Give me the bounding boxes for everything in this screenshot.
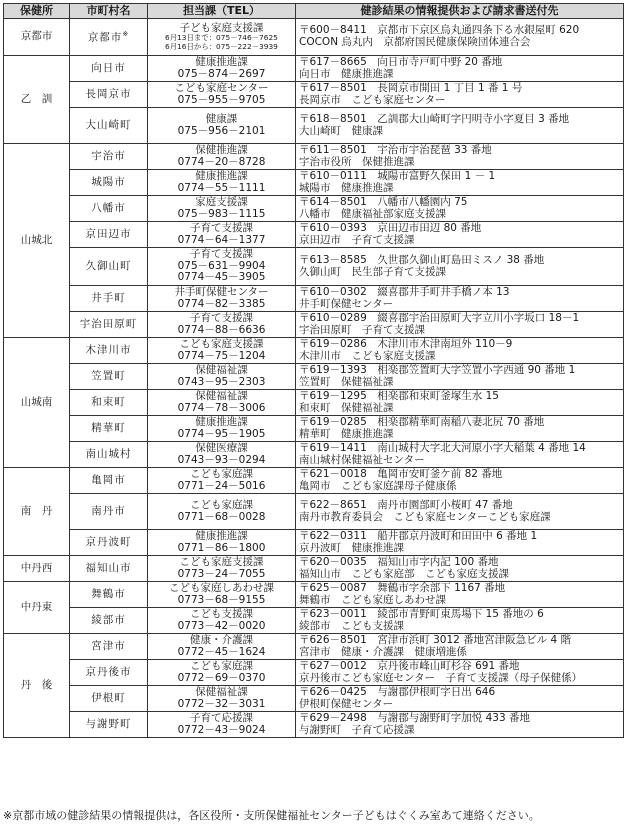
table-row xyxy=(4,660,624,686)
recipient: 綾部市 こども支援課 xyxy=(299,619,404,632)
address-cell xyxy=(296,442,624,468)
department-name: 健康・介護課 xyxy=(190,633,253,646)
address-cell xyxy=(296,556,624,582)
health-center-name: 山城南 xyxy=(4,338,70,468)
municipality-cell xyxy=(70,608,148,634)
phone-number: 0772－43－9024 xyxy=(177,723,266,736)
municipality-cell xyxy=(70,364,148,390)
postal-address: 〒621－0018 亀岡市安町釜ケ前 82 番地 xyxy=(299,467,503,480)
municipality-cell xyxy=(70,144,148,170)
phone-number: 075－955－9705 xyxy=(177,93,266,106)
department-name: 保健推進課 xyxy=(195,143,248,156)
municipality-cell xyxy=(70,108,148,144)
municipality-cell xyxy=(70,56,148,82)
municipality-cell xyxy=(70,442,148,468)
postal-address: 〒626－8501 宮津市浜町 3012 番地宮津阪急ビル 4 階 xyxy=(299,633,572,646)
department-cell xyxy=(148,196,296,222)
address-cell xyxy=(296,686,624,712)
department-name: 健康課 xyxy=(205,112,238,125)
municipality-name: 京都市 xyxy=(87,31,123,44)
phone-number: 075－874－2697 xyxy=(177,67,266,80)
address-cell xyxy=(296,248,624,286)
postal-address: 〒626－0425 与謝郡伊根町字日出 646 xyxy=(299,685,496,698)
recipient: 宇治市役所 保健推進課 xyxy=(299,155,415,168)
municipality-name: 木津川市 xyxy=(85,343,132,356)
department-name: 子育て応援課 xyxy=(190,711,253,724)
municipality-name: 宮津市 xyxy=(91,639,126,652)
address-cell xyxy=(296,634,624,660)
department-cell xyxy=(148,144,296,170)
municipality-name: 城陽市 xyxy=(91,175,126,188)
municipality-cell xyxy=(70,390,148,416)
department-name: 健康推進課 xyxy=(195,415,248,428)
address-cell xyxy=(296,312,624,338)
municipality-cell xyxy=(70,196,148,222)
postal-address: 〒618－8501 乙訓郡大山崎町字円明寺小字夏目 3 番地 xyxy=(299,112,570,125)
health-center-name: 山城北 xyxy=(4,144,70,338)
department-cell xyxy=(148,312,296,338)
health-center-name: 京都市 xyxy=(4,19,70,56)
municipality-name: 綾部市 xyxy=(91,613,126,626)
municipality-cell xyxy=(70,660,148,686)
department-cell xyxy=(148,82,296,108)
postal-address: 〒619－1411 南山城村大字北大河原小字大稲葉 4 番地 14 xyxy=(299,441,586,454)
table-row xyxy=(4,338,624,364)
department-name: 保健医療課 xyxy=(195,441,248,454)
table-row xyxy=(4,56,624,82)
department-cell xyxy=(148,442,296,468)
table-row xyxy=(4,390,624,416)
department-cell xyxy=(148,556,296,582)
health-center-name: 丹 後 xyxy=(4,634,70,738)
phone-number: 0773－68－9155 xyxy=(177,593,266,606)
department-name: 健康推進課 xyxy=(195,529,248,542)
municipality-name: 八幡市 xyxy=(91,201,126,214)
recipient: 久御山町 民生部子育て支援課 xyxy=(299,265,446,278)
department-cell xyxy=(148,364,296,390)
address-cell xyxy=(296,712,624,738)
postal-address: 〒600－8411 京都市下京区烏丸通四条下る水銀屋町 620 xyxy=(299,24,580,37)
table-row xyxy=(4,312,624,338)
postal-address: 〒623－0011 綾部市青野町東馬場下 15 番地の 6 xyxy=(299,607,544,620)
municipality-name: 宇治田原町 xyxy=(79,317,138,330)
department-cell xyxy=(148,248,296,286)
municipality-name: 南丹市 xyxy=(91,504,126,517)
department-cell xyxy=(148,222,296,248)
municipality-name: 精華町 xyxy=(91,421,126,434)
phone-number: 0774－75－1204 xyxy=(177,349,266,362)
header-department: 担当課（TEL） xyxy=(148,4,296,19)
department-cell xyxy=(148,416,296,442)
phone-schedule: 6月16日から：075－222－3939 xyxy=(165,41,278,51)
phone-number: 0771－68－0028 xyxy=(177,510,266,523)
department-name: こども家庭課 xyxy=(190,659,253,672)
department-name: こども家庭支援課 xyxy=(179,337,264,350)
postal-address: 〒619－0286 木津川市木津南垣外 110－9 xyxy=(299,337,513,350)
municipality-name: 舞鶴市 xyxy=(91,587,126,600)
address-cell xyxy=(296,19,624,56)
postal-address: 〒627－0012 京丹後市峰山町杉谷 691 番地 xyxy=(299,659,520,672)
table-row xyxy=(4,530,624,556)
phone-schedule: 6月13日まで：075－746－7625 xyxy=(165,33,278,43)
header-row xyxy=(4,4,624,19)
table-row xyxy=(4,286,624,312)
header-address: 健診結果の情報提供および請求書送付先 xyxy=(296,4,624,19)
municipality-cell xyxy=(70,494,148,530)
postal-address: 〒610－0302 綴喜郡井手町井手橋ノ本 13 xyxy=(299,285,510,298)
recipient: 舞鶴市 こども家庭しあわせ課 xyxy=(299,593,446,606)
department-cell xyxy=(148,530,296,556)
department-cell xyxy=(148,608,296,634)
postal-address: 〒611－8501 宇治市宇治琵琶 33 番地 xyxy=(299,143,492,156)
recipient: 与謝野町 子育て応援課 xyxy=(299,723,415,736)
table-row xyxy=(4,416,624,442)
municipality-cell xyxy=(70,338,148,364)
table-body xyxy=(4,19,624,738)
postal-address: 〒629－2498 与謝郡与謝野町字加悦 433 番地 xyxy=(299,711,530,724)
department-cell xyxy=(148,390,296,416)
postal-address: 〒622－8651 南丹市園部町小桜町 47 番地 xyxy=(299,498,513,511)
phone-number: 0774－20－8728 xyxy=(177,155,266,168)
municipality-name: 京田辺市 xyxy=(85,227,132,240)
footnote: ※京都市域の健診結果の情報提供は，各区役所・支所保健福祉センター子どもはぐくみ室あて連絡ください。 xyxy=(3,809,540,822)
municipality-name: 南山城村 xyxy=(85,447,132,460)
department-cell xyxy=(148,634,296,660)
table-row xyxy=(4,442,624,468)
municipality-name: 亀岡市 xyxy=(91,473,126,486)
municipality-cell xyxy=(70,556,148,582)
recipient: 八幡市 健康福祉部家庭支援課 xyxy=(299,207,446,220)
postal-address: 〒617－8501 長岡京市開田 1 丁目 1 番 1 号 xyxy=(299,81,523,94)
recipient: 南山城村保健福祉センター xyxy=(299,453,425,466)
recipient: 大山崎町 健康課 xyxy=(299,124,383,137)
address-cell xyxy=(296,416,624,442)
municipality-cell xyxy=(70,582,148,608)
municipality-name: 宇治市 xyxy=(91,149,126,162)
municipality-cell xyxy=(70,248,148,286)
municipality-cell xyxy=(70,170,148,196)
phone-number: 0771－86－1800 xyxy=(177,541,266,554)
address-cell xyxy=(296,196,624,222)
municipality-name: 京丹後市 xyxy=(85,665,132,678)
department-cell xyxy=(148,338,296,364)
recipient: 伊根町保健センター xyxy=(299,697,394,710)
footnote-mark: ※ xyxy=(122,30,130,39)
municipality-cell xyxy=(70,530,148,556)
address-cell xyxy=(296,530,624,556)
postal-address: 〒614－8501 八幡市八幡園内 75 xyxy=(299,195,468,208)
department-name: 子育て支援課 xyxy=(190,221,253,234)
department-name: 子ども家庭支援課 xyxy=(179,21,264,34)
postal-address: 〒610－0289 綴喜郡宇治田原町大字立川小字坂口 18－1 xyxy=(299,311,580,324)
table-row xyxy=(4,582,624,608)
phone-number: 075－956－2101 xyxy=(177,124,266,137)
recipient: 精華町 健康推進課 xyxy=(299,427,394,440)
phone-number: 0773－42－0020 xyxy=(177,619,266,632)
phone-number: 075－983－1115 xyxy=(177,207,266,220)
department-cell xyxy=(148,286,296,312)
recipient: 福知山市 こども家庭部 こども家庭支援課 xyxy=(299,567,509,580)
recipient: 和束町 保健福祉課 xyxy=(299,401,394,414)
address-cell xyxy=(296,494,624,530)
address-cell xyxy=(296,82,624,108)
table-row xyxy=(4,712,624,738)
recipient: 向日市 健康推進課 xyxy=(299,67,394,80)
municipality-name: 伊根町 xyxy=(91,691,126,704)
recipient: 城陽市 健康推進課 xyxy=(299,181,394,194)
recipient: 井手町保健センター xyxy=(299,297,394,310)
department-name: 保健福祉課 xyxy=(195,685,248,698)
recipient: 長岡京市 こども家庭センター xyxy=(299,93,446,106)
department-name: 保健福祉課 xyxy=(195,363,248,376)
department-cell xyxy=(148,686,296,712)
department-cell xyxy=(148,712,296,738)
address-cell xyxy=(296,108,624,144)
department-name: 家庭支援課 xyxy=(195,195,248,208)
municipality-name: 福知山市 xyxy=(85,561,132,574)
department-name: こども家庭センター xyxy=(174,81,269,94)
address-cell xyxy=(296,144,624,170)
municipality-name: 久御山町 xyxy=(85,259,132,272)
phone-number: 0774－78－3006 xyxy=(177,401,266,414)
table-row xyxy=(4,108,624,144)
table-row xyxy=(4,144,624,170)
table-row xyxy=(4,468,624,494)
table-row xyxy=(4,494,624,530)
address-cell xyxy=(296,608,624,634)
phone-number: 0774－64－1377 xyxy=(177,233,266,246)
postal-address: 〒617－8665 向日市寺戸町中野 20 番地 xyxy=(299,55,503,68)
department-name: 子育て支援課 xyxy=(190,311,253,324)
address-cell xyxy=(296,56,624,82)
postal-address: 〒619－1393 相楽郡笠置町大字笠置小字西通 90 番地 1 xyxy=(299,363,576,376)
municipality-cell xyxy=(70,312,148,338)
municipality-name: 京丹波町 xyxy=(85,535,132,548)
health-center-name: 中丹西 xyxy=(4,556,70,582)
recipient: 京丹波町 健康推進課 xyxy=(299,541,404,554)
recipient: COCON 烏丸内 京都府国民健康保険団体連合会 xyxy=(299,36,531,48)
health-center-name: 南 丹 xyxy=(4,468,70,556)
address-cell xyxy=(296,364,624,390)
recipient: 南丹市教育委員会 こども家庭センターこども家庭課 xyxy=(299,510,551,523)
phone-number: 075－631－9904 xyxy=(177,259,266,272)
department-name: こども支援課 xyxy=(190,607,253,620)
phone-number: 0774－45－3905 xyxy=(177,271,266,284)
header-municipality: 市町村名 xyxy=(70,4,148,19)
recipient: 亀岡市 こども家庭課母子健康係 xyxy=(299,479,457,492)
department-name: こども家庭支援課 xyxy=(179,555,264,568)
postal-address: 〒619－1295 相楽郡和束町釜塚生水 15 xyxy=(299,389,499,402)
recipient: 京丹後市こども家庭センター 子育て支援課（母子保健係） xyxy=(299,671,583,684)
table-row xyxy=(4,222,624,248)
address-cell xyxy=(296,170,624,196)
recipient: 宇治田原町 子育て支援課 xyxy=(299,323,425,336)
municipality-cell xyxy=(70,416,148,442)
department-cell xyxy=(148,108,296,144)
municipality-cell xyxy=(70,712,148,738)
table-row xyxy=(4,634,624,660)
municipality-name: 井手町 xyxy=(91,291,126,304)
department-name: 保健福祉課 xyxy=(195,389,248,402)
phone-number: 0743－93－0294 xyxy=(177,453,266,466)
municipality-name: 長岡京市 xyxy=(85,87,132,100)
table-row xyxy=(4,19,624,56)
address-cell xyxy=(296,338,624,364)
table-row xyxy=(4,248,624,286)
department-cell xyxy=(148,660,296,686)
municipality-name: 与謝野町 xyxy=(85,717,132,730)
address-cell xyxy=(296,582,624,608)
recipient: 京田辺市 子育て支援課 xyxy=(299,233,415,246)
department-cell xyxy=(148,582,296,608)
recipient: 木津川市 こども家庭支援課 xyxy=(299,349,436,362)
recipient: 笠置町 保健福祉課 xyxy=(299,375,394,388)
department-cell xyxy=(148,19,296,56)
address-cell xyxy=(296,390,624,416)
department-name: 子育て支援課 xyxy=(190,248,253,261)
department-cell xyxy=(148,170,296,196)
department-name: こども家庭課 xyxy=(190,498,253,511)
department-name: こども家庭しあわせ課 xyxy=(169,581,274,594)
postal-address: 〒622－0311 船井郡京丹波町和田田中 6 番地 1 xyxy=(299,529,538,542)
address-cell xyxy=(296,660,624,686)
municipality-cell xyxy=(70,19,148,56)
address-cell xyxy=(296,468,624,494)
postal-address: 〒613－8585 久世郡久御山町島田ミスノ 38 番地 xyxy=(299,253,545,266)
phone-number: 0771－24－5016 xyxy=(177,479,266,492)
contact-table xyxy=(3,3,624,738)
department-name: こども家庭課 xyxy=(190,467,253,480)
department-name: 健康推進課 xyxy=(195,55,248,68)
postal-address: 〒610－0393 京田辺市田辺 80 番地 xyxy=(299,221,482,234)
table-row xyxy=(4,686,624,712)
table-row xyxy=(4,196,624,222)
phone-number: 0772－45－1624 xyxy=(177,645,266,658)
table-row xyxy=(4,170,624,196)
header-health-center: 保健所 xyxy=(4,4,70,19)
table-row xyxy=(4,556,624,582)
phone-number: 0773－24－7055 xyxy=(177,567,266,580)
postal-address: 〒610－0111 城陽市富野久保田 1 － 1 xyxy=(299,169,496,182)
postal-address: 〒619－0285 相楽郡精華町南稲八妻北尻 70 番地 xyxy=(299,415,545,428)
department-name: 井手町保健センター xyxy=(174,285,269,298)
municipality-cell xyxy=(70,286,148,312)
department-cell xyxy=(148,494,296,530)
address-cell xyxy=(296,286,624,312)
address-cell xyxy=(296,222,624,248)
phone-number: 0774－95－1905 xyxy=(177,427,266,440)
municipality-cell xyxy=(70,82,148,108)
postal-address: 〒620－0035 福知山市字内記 100 番地 xyxy=(299,555,499,568)
table-row xyxy=(4,82,624,108)
phone-number: 0743－95－2303 xyxy=(177,375,266,388)
health-center-name: 中丹東 xyxy=(4,582,70,634)
municipality-name: 笠置町 xyxy=(91,369,126,382)
postal-address: 〒625－0087 舞鶴市字余部下 1167 番地 xyxy=(299,581,506,594)
phone-number: 0772－32－3031 xyxy=(177,697,266,710)
municipality-cell xyxy=(70,634,148,660)
municipality-cell xyxy=(70,686,148,712)
municipality-name: 向日市 xyxy=(91,61,126,74)
health-center-name: 乙 訓 xyxy=(4,56,70,144)
phone-number: 0774－82－3385 xyxy=(177,297,266,310)
table-row xyxy=(4,364,624,390)
phone-number: 0774－55－1111 xyxy=(177,181,266,194)
municipality-name: 大山崎町 xyxy=(85,118,132,131)
department-cell xyxy=(148,56,296,82)
department-name: 健康推進課 xyxy=(195,169,248,182)
recipient: 宮津市 健康・介護課 健康増進係 xyxy=(299,645,467,658)
municipality-name: 和束町 xyxy=(91,395,126,408)
municipality-cell xyxy=(70,222,148,248)
phone-number: 0774－88－6636 xyxy=(177,323,266,336)
municipality-cell xyxy=(70,468,148,494)
table-row xyxy=(4,608,624,634)
department-cell xyxy=(148,468,296,494)
phone-number: 0772－69－0370 xyxy=(177,671,266,684)
